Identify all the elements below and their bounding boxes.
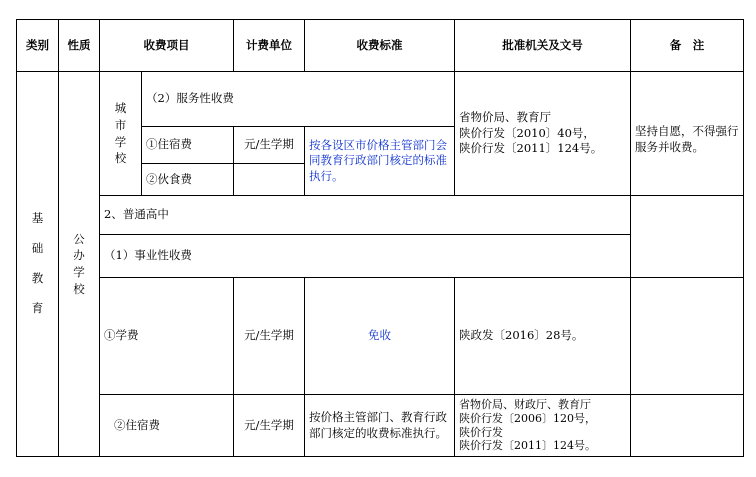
hs-lodging-standard: 按价格主管部门、教育行政部门核定的收费标准执行。 — [305, 395, 455, 457]
lodging-unit: 元/生学期 — [234, 127, 305, 164]
table-row — [17, 278, 744, 395]
header-nature: 性质 — [59, 20, 100, 72]
fee-table — [16, 19, 744, 457]
category-char: 育 — [31, 300, 44, 315]
nature-char: 办 — [73, 248, 85, 263]
city-remark: 坚持自愿，不得强行服务并收费。 — [631, 72, 744, 196]
header-category: 类别 — [17, 20, 59, 72]
meal-unit — [234, 164, 305, 196]
city-char: 学 — [114, 134, 127, 149]
header-approval: 批准机关及文号 — [455, 20, 631, 72]
category-cell — [17, 72, 59, 457]
tuition-standard: 免收 — [305, 278, 455, 395]
table-row — [17, 395, 744, 457]
city-school-cell — [100, 72, 142, 196]
category-char: 础 — [31, 241, 44, 256]
city-char: 市 — [114, 117, 127, 132]
nature-char: 校 — [73, 281, 85, 296]
city-approval: 省物价局、教育厅 陕价行发〔2010〕40号， 陕价行发〔2011〕124号。 — [455, 72, 631, 196]
tuition-label: ①学费 — [100, 278, 234, 395]
table-row — [17, 196, 744, 235]
table-row — [17, 72, 744, 127]
hs-lodging-approval: 省物价局、财政厅、教育厅 陕价行发〔2006〕120号， 陕价行发 陕价行发〔2011〕124号。 — [455, 395, 631, 457]
service-fee-label: （2）服务性收费 — [142, 72, 455, 127]
header-unit: 计费单位 — [234, 20, 305, 72]
career-fee-label: （1）事业性收费 — [100, 235, 631, 278]
nature-cell — [59, 72, 100, 457]
category-char: 教 — [31, 271, 44, 285]
hs-lodging-remark — [631, 395, 744, 457]
lodging-label: ①住宿费 — [142, 127, 234, 164]
tuition-remark — [631, 278, 744, 395]
city-char: 校 — [114, 151, 127, 166]
city-char: 城 — [114, 101, 127, 116]
tuition-unit: 元/生学期 — [234, 278, 305, 395]
blank-remark — [631, 196, 744, 278]
high-school-label: 2、普通高中 — [100, 196, 631, 235]
city-standard: 按各设区市价格主管部门会同教育行政部门核定的标准执行。 — [305, 127, 455, 196]
category-char: 基 — [31, 211, 44, 226]
meal-label: ②伙食费 — [142, 164, 234, 196]
hs-lodging-label: ②住宿费 — [100, 395, 234, 457]
hs-lodging-unit: 元/生学期 — [234, 395, 305, 457]
header-remark: 备 注 — [631, 20, 744, 72]
tuition-approval: 陕政发〔2016〕28号。 — [455, 278, 631, 395]
nature-char: 学 — [73, 265, 85, 279]
header-standard: 收费标准 — [305, 20, 455, 72]
header-row — [17, 20, 744, 72]
header-fee-item: 收费项目 — [100, 20, 234, 72]
nature-char: 公 — [73, 231, 85, 246]
